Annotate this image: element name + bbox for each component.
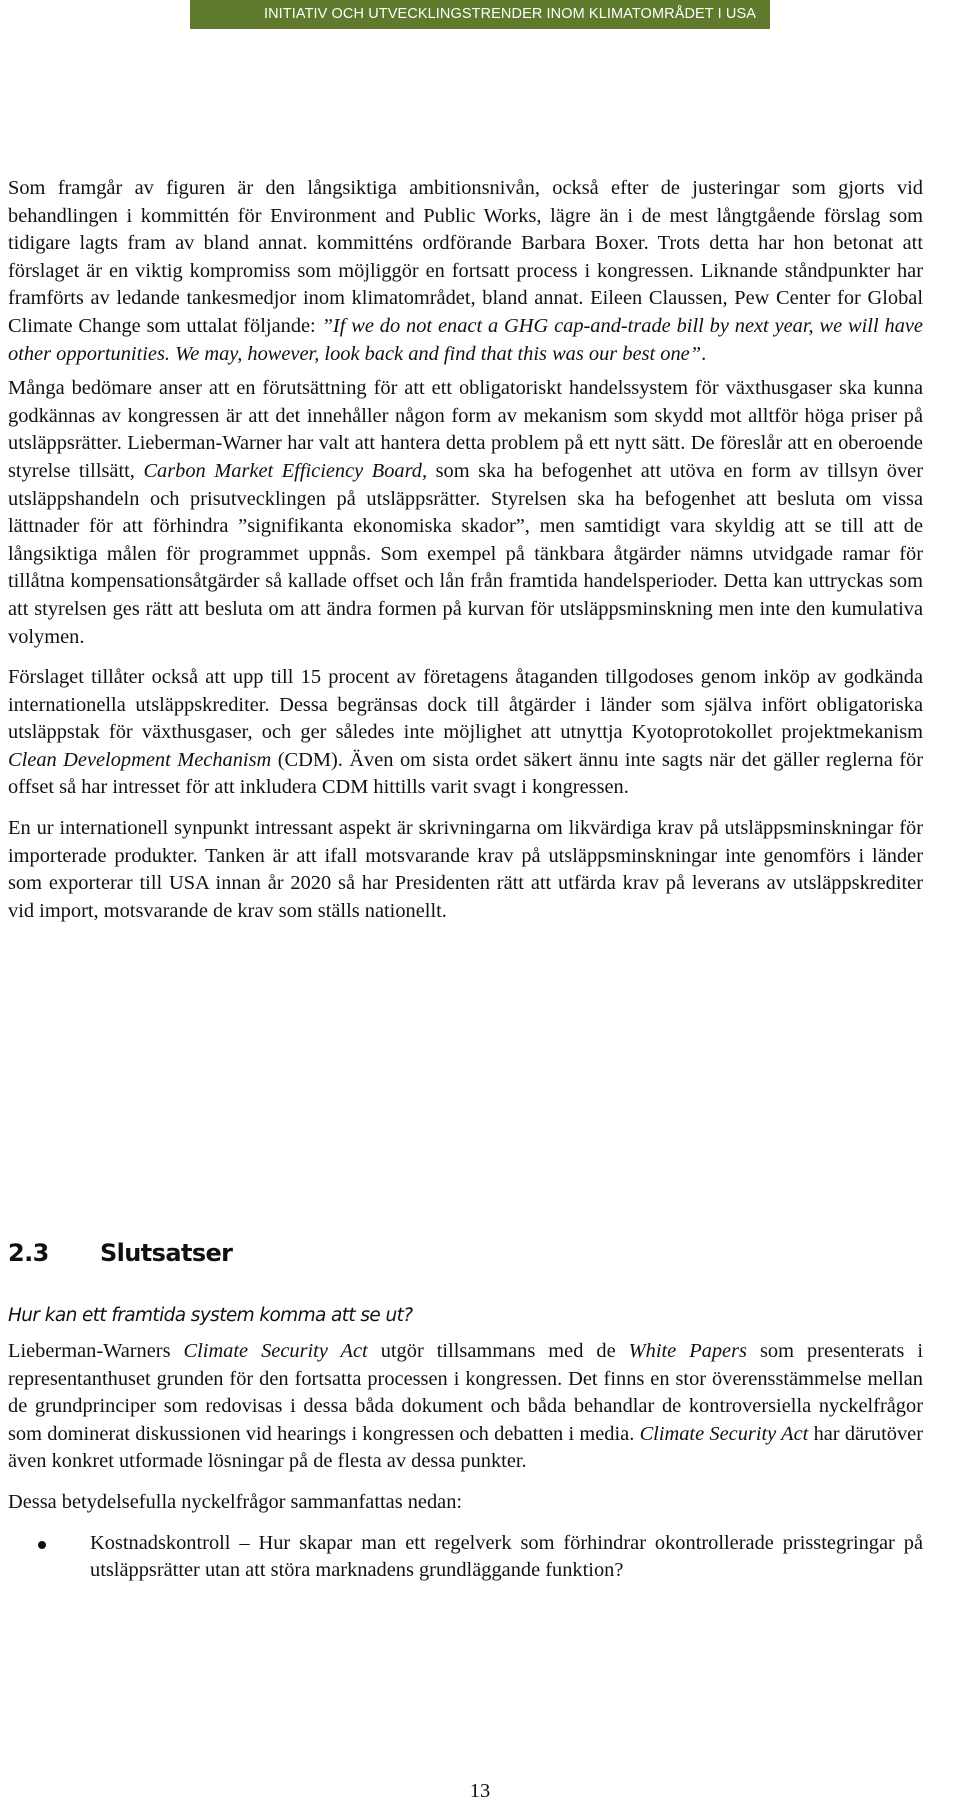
- conclusions-text: [8, 1338, 923, 1585]
- paragraph-text: Som framgår av figuren är den långsiktiga ambitionsnivån, också efter de justeringar som gjorts vid behandlingen i kommittén för Environment and Public Works, lägre än i de mest långtgående förslag som tidigare lagts fram av bland annat. kommitténs ordförande Barbara Boxer. Trots detta har hon betonat att förslaget är en viktig kompromiss som möjliggör en fortsatt process i kongressen. Liknande ståndpunkter har framförts av ledande tankesmedjor inom klimatområdet, bland annat. Eileen Claussen, Pew Center for Global Climate Change som uttalat följande:: [8, 177, 923, 337]
- page-number: 13: [469, 1780, 491, 1802]
- key-issues-list: [8, 1530, 923, 1585]
- paragraph-price-mechanism: [8, 375, 923, 651]
- paragraph-offset-credits: [8, 664, 923, 802]
- section-title: Slutsatser: [100, 1239, 233, 1267]
- paragraph-text: .: [701, 342, 707, 365]
- running-header-title: INITIATIV OCH UTVECKLINGSTRENDER INOM KLIMATOMRÅDET I USA: [263, 6, 756, 22]
- paragraph-fig-ambition: [8, 175, 923, 368]
- paragraph-text: har därutöver även konkret utformade lösningar på de flesta av dessa punkter.: [8, 1422, 923, 1473]
- paragraph-text: Många bedömare anser att en förutsättning för att ett obligatoriskt handelssystem för växthusgaser ska kunna godkännas av kongressen är att det innehåller någon form av mekanism som skydd mot alltför höga priser på utsläppsrätter. Lieberman-Warner har valt att hantera detta problem på ett nytt sätt. De föreslår att en oberoende styrelse tillsätt,: [8, 377, 923, 482]
- paragraph-climate-security-act: [8, 1338, 923, 1476]
- emphasis-term: Climate Security Act: [183, 1340, 368, 1362]
- paragraph-text: (CDM). Även om sista ordet säkert ännu inte sagts när det gäller reglerna för offset så har intresset för att inkludera CDM hittills varit svagt i kongressen.: [8, 748, 924, 799]
- paragraph-key-issues-intro: Dessa betydelsefulla nyckelfrågor sammanfattas nedan:: [8, 1490, 463, 1513]
- paragraph-text: som presenterats i representanthuset grunden för den fortsatta processen i kongressen. Det finns en stor överensstämmelse mellan de grundprinciper som redovisas i dessa båda dokument och båda behandlar de kontroversiella nyckelfrågor som dominerat diskussionen vid hearings i kongressen och debatten i media.: [8, 1340, 923, 1445]
- paragraph-text: som ska ha befogenhet att utöva en form av tillsyn över utsläppshandeln och prisutvecklingen på utsläppsrätter. Styrelsen ska ha befogenhet att besluta om vissa lättnader för att förhindra ”signifikanta ekonomiska skador”, men samtidigt vara skyldig att se till att de långsiktiga målen för programmet uppnås. Som exempel på tänkbara åtgärder nämns utvidgade ramar för tillåtna kompensationsåtgärder så kallade offset och lån från framtida handelsperioder. Detta kan uttryckas som att styrelsen ges rätt att besluta om att ändra formen på kurvan för utsläppsminskning men inte den kumulativa volymen.: [8, 459, 923, 648]
- body-text: [8, 175, 923, 935]
- paragraph-text: Förslaget tillåter också att upp till 15 procent av företagens åtaganden tillgodoses genom inköp av godkända internationella utsläppskrediter. Dessa begränsas dock till åtgärder i länder som själva infört obligatoriska utsläppstak för växthusgaser, och ger således inte möjlighet att utnyttja Kyotoprotokollet projektmekanism: [8, 666, 923, 744]
- emphasis-term: Clean Development Mechanism: [8, 748, 272, 771]
- section-subheading: Hur kan ett framtida system komma att se ut?: [8, 1305, 413, 1326]
- emphasis-term: White Papers: [628, 1340, 747, 1362]
- emphasis-term: Carbon Market Efficiency Board,: [143, 459, 428, 482]
- paragraph-text: Lieberman-Warners: [8, 1340, 184, 1362]
- running-header: [190, 0, 770, 29]
- list-item-text: Kostnadskontroll – Hur skapar man ett regelverk som förhindrar okontrollerade prisstegringar på utsläppsrätter utan att störa marknadens grundläggande funktion?: [90, 1531, 923, 1582]
- claussen-quote: ”If we do not enact a GHG cap-and-trade bill by next year, we will have other opportunities. We may, however, look back and find that this was our best one”: [8, 314, 923, 365]
- paragraph-import-requirements: [8, 815, 923, 925]
- paragraph-text: utgör tillsammans med de: [367, 1340, 629, 1362]
- section-heading: [8, 1239, 232, 1267]
- bullet-icon: [38, 1541, 46, 1549]
- emphasis-term: Climate Security Act: [639, 1422, 809, 1445]
- section-number: 2.3: [8, 1239, 49, 1267]
- list-item: [8, 1530, 923, 1585]
- paragraph-text: En ur internationell synpunkt intressant aspekt är skrivningarna om likvärdiga krav på utsläppsminskningar för importerade produkter. Tanken är att ifall motsvarande krav på utsläppsminskningar inte genomförs i länder som exporterar till USA innan år 2020 så har Presidenten rätt att utfärda krav på leverans av utsläppskrediter vid import, motsvarande de krav som ställs nationellt.: [8, 817, 923, 922]
